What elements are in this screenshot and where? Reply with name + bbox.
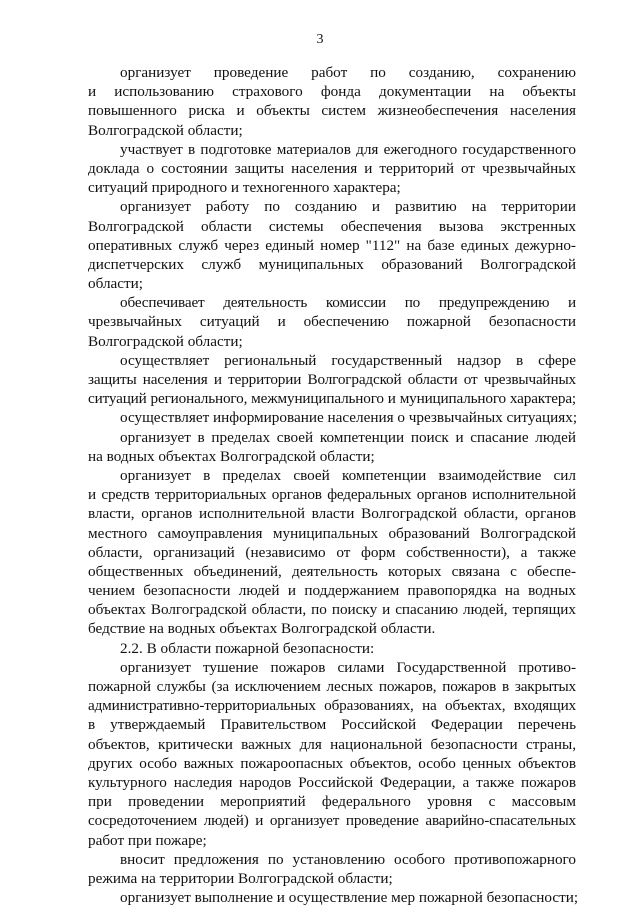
paragraph-line: и использованию страхового фонда документации на объекты	[88, 83, 576, 101]
paragraph-line: чением безопасности людей и поддержанием правопорядка на водных	[88, 582, 576, 600]
paragraph-line: административно-территориальных образованиях, на объектах, входящих	[88, 697, 576, 715]
paragraph-line: ситуаций природного и техногенного характера;	[88, 179, 401, 197]
paragraph-line: пожарной службы (за исключением лесных пожаров, пожаров в закрытых	[88, 678, 576, 695]
paragraph-line: и средств территориальных органов федеральных органов исполнительной	[88, 486, 576, 504]
page-number: 3	[316, 32, 324, 47]
paragraph	[88, 197, 576, 293]
paragraph-line: Волгоградской области системы обеспечения вызова экстренных	[88, 217, 576, 235]
paragraph	[88, 63, 576, 140]
paragraph-line: местного самоуправления муниципальных образований Волгоградской	[88, 524, 576, 542]
paragraph-line: на водных объектах Волгоградской области;	[88, 447, 375, 465]
paragraph	[88, 428, 576, 466]
paragraph-line: Волгоградской области;	[88, 121, 243, 139]
paragraph	[88, 140, 576, 198]
paragraph-line: организует работу по созданию и развитию на территории	[120, 198, 576, 216]
paragraph-line: организует в пределах своей компетенции поиск и спасание людей	[120, 428, 576, 446]
paragraph-line: осуществляет региональный государственный надзор в сфере	[120, 351, 576, 369]
paragraph-line: бедствие на водных объектах Волгоградской области.	[88, 620, 436, 638]
paragraph-line: области, организаций (независимо от форм собственности), а также	[88, 543, 576, 561]
paragraph-line: организует проведение работ по созданию, сохранению	[120, 64, 576, 81]
paragraph	[88, 466, 576, 639]
paragraph	[88, 639, 576, 658]
paragraph	[88, 351, 576, 409]
paragraph	[88, 658, 576, 850]
paragraph	[88, 293, 576, 351]
paragraph-line: сосредоточением людей) и организует проведение аварийно-спасательных	[88, 812, 576, 830]
paragraph-line: объектах Волгоградской области, по поиску и спасанию людей, терпящих	[88, 601, 576, 619]
paragraph-line: области;	[88, 275, 143, 293]
paragraph-line: ситуаций регионального, межмуниципального и муниципального характера;	[88, 390, 576, 408]
paragraph-line: защиты населения и территории Волгоградской области от чрезвычайных	[88, 371, 576, 388]
paragraph-line: повышенного риска и объекты систем жизнеобеспечения населения	[88, 102, 576, 120]
paragraph	[88, 408, 576, 427]
paragraph-line: других особо важных пожароопасных объектов, особо ценных объектов	[88, 754, 576, 772]
paragraph-line: Волгоградской области;	[88, 332, 243, 350]
paragraph-line: культурного наследия народов Российской Федерации, а также пожаров	[88, 773, 576, 791]
paragraph-line: режима на территории Волгоградской области;	[88, 869, 393, 887]
paragraph-line: обеспечивает деятельность комиссии по предупреждению и	[120, 294, 576, 312]
paragraph-line: организует выполнение и осуществление мер пожарной безопасности;	[120, 889, 579, 907]
paragraph-line: оперативных служб через единый номер "112" на базе единых дежурно-	[88, 236, 576, 254]
paragraph-line: 2.2. В области пожарной безопасности:	[120, 639, 375, 657]
paragraph-line: общественных объединений, деятельность которых связана с обеспе-	[88, 562, 576, 580]
paragraph-line: диспетчерских служб муниципальных образований Волгоградской	[88, 255, 576, 273]
paragraph-line: осуществляет информирование населения о чрезвычайных ситуациях;	[120, 409, 578, 427]
paragraph-line: участвует в подготовке материалов для ежегодного государственного	[120, 140, 576, 158]
document-body	[88, 63, 579, 907]
paragraph-line: чрезвычайных ситуаций и обеспечению пожарной безопасности	[88, 313, 576, 331]
paragraph	[88, 888, 579, 907]
paragraph-line: организует тушение пожаров силами Государственной противо-	[120, 658, 576, 676]
paragraph-line: власти, органов исполнительной власти Волгоградской области, органов	[88, 505, 576, 523]
paragraph	[88, 850, 576, 888]
paragraph-line: вносит предложения по установлению особого противопожарного	[120, 850, 576, 868]
paragraph-line: доклада о состоянии защиты населения и территорий от чрезвычайных	[88, 159, 576, 177]
paragraph-line: в утверждаемый Правительством Российской Федерации перечень	[88, 716, 576, 734]
paragraph-line: организует в пределах своей компетенции взаимодействие сил	[120, 466, 576, 484]
paragraph-line: при проведении мероприятий федерального уровня с массовым	[88, 793, 576, 811]
paragraph-line: работ при пожаре;	[88, 831, 207, 849]
paragraph-line: объектов, критически важных для национальной безопасности страны,	[88, 735, 576, 753]
